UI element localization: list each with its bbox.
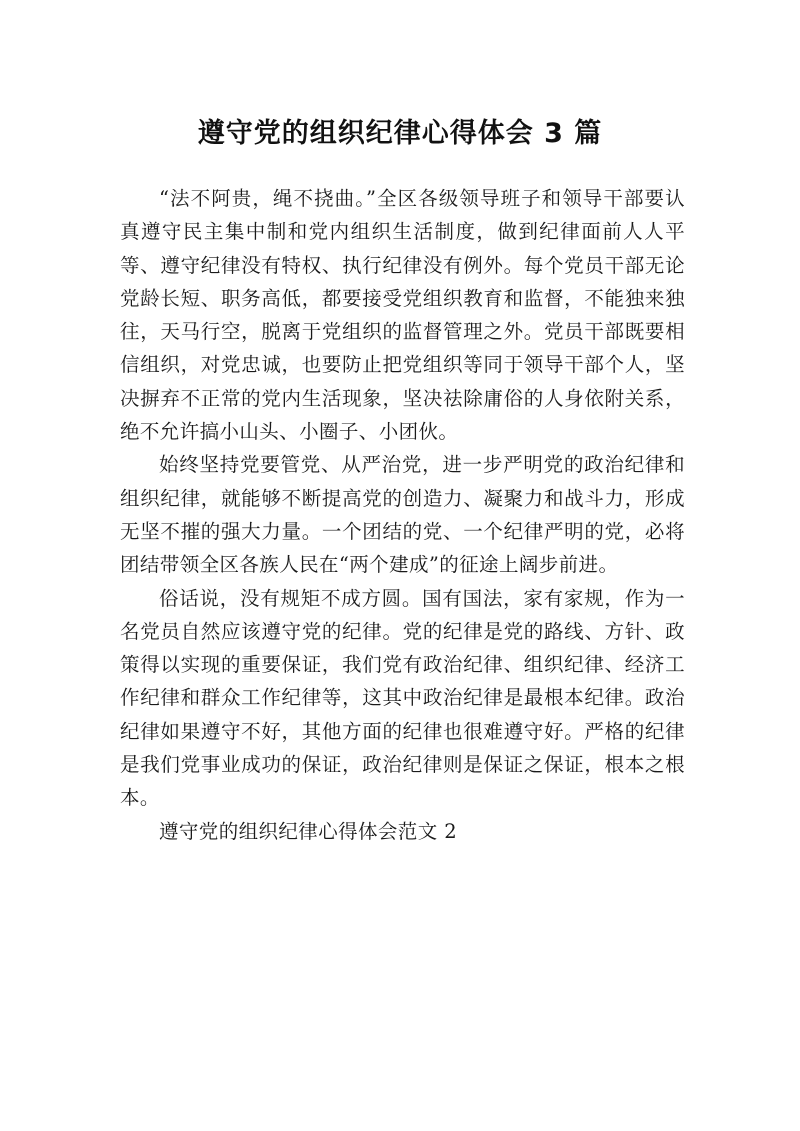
paragraph-3: 俗话说，没有规矩不成方圆。国有国法，家有家规，作为一名党员自然应该遵守党的纪律。党的纪律是党的路线、方针、政策得以实现的重要保证，我们党有政治纪律、组织纪律、经济工作纪律和群众工作纪律等，这其中政治纪律是最根本纪律。政治纪律如果遵守不好，其他方面的纪律也很难遵守好。严格的纪律是我们党事业成功的保证，政治纪律则是保证之保证，根本之根本。 xyxy=(120,586,685,810)
document-body xyxy=(120,182,685,848)
section-heading-2: 遵守党的组织纪律心得体会范文 2 xyxy=(159,819,458,843)
paragraph-2: 始终坚持党要管党、从严治党，进一步严明党的政治纪律和组织纪律，就能够不断提高党的创造力、凝聚力和战斗力，形成无坚不摧的强大力量。一个团结的党、一个纪律严明的党，必将团结带领全区各族人民在“两个建成”的征途上阔步前进。 xyxy=(120,453,685,577)
paragraph-1: “法不阿贵，绳不挠曲。”全区各级领导班子和领导干部要认真遵守民主集中制和党内组织生活制度，做到纪律面前人人平等、遵守纪律没有特权、执行纪律没有例外。每个党员干部无论党龄长短、职务高低，都要接受党组织教育和监督，不能独来独往，天马行空，脱离于党组织的监督管理之外。党员干部既要相信组织，对党忠诚，也要防止把党组织等同于领导干部个人，坚决摒弃不正常的党内生活现象，坚决祛除庸俗的人身依附关系，绝不允许搞小山头、小圈子、小团伙。 xyxy=(120,187,685,444)
document-title: 遵守党的组织纪律心得体会 3 篇 xyxy=(197,118,603,150)
